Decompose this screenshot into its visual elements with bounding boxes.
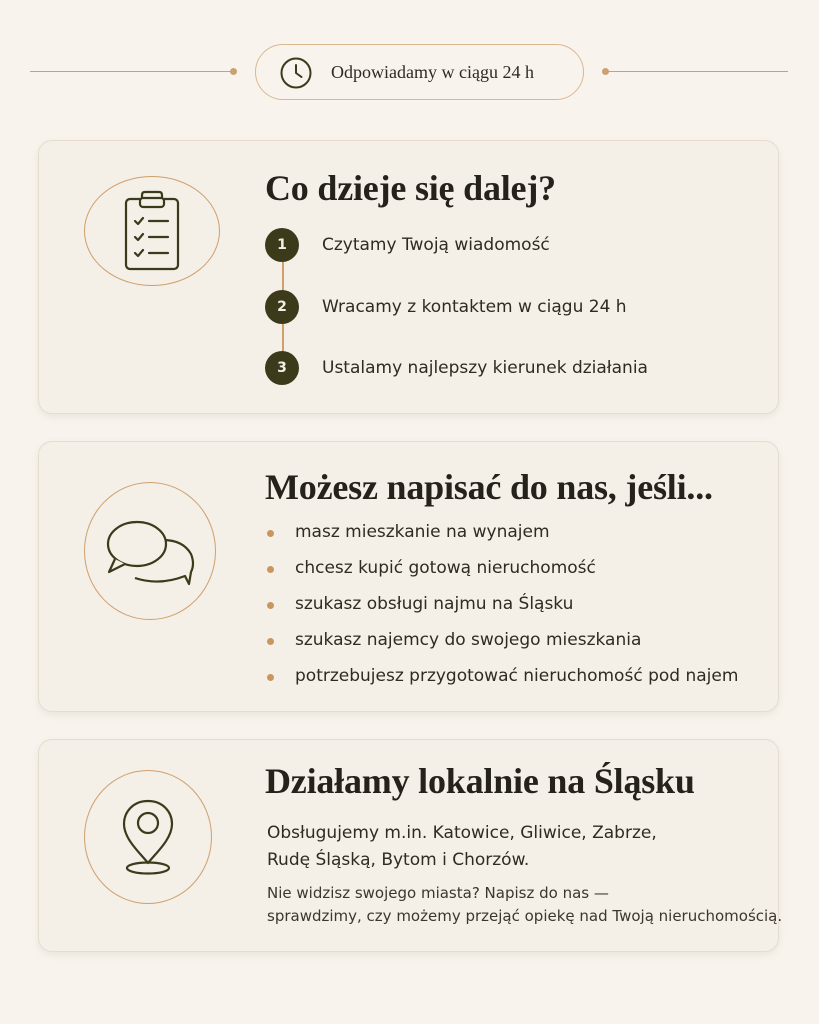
reasons-list	[265, 522, 738, 702]
list-item	[265, 594, 738, 630]
list-item	[265, 522, 738, 558]
bullet-dot	[267, 566, 274, 573]
cities-line: Obsługujemy m.in. Katowice, Gliwice, Zabrze,	[267, 823, 657, 843]
reason-text: chcesz kupić gotową nieruchomość	[295, 558, 596, 578]
list-item	[265, 630, 738, 666]
response-time-text: Odpowiadamy w ciągu 24 h	[331, 62, 534, 82]
bullet-dot	[267, 674, 274, 681]
local-service-card	[38, 739, 783, 952]
divider-dot-left	[230, 68, 237, 75]
list-item	[265, 666, 738, 702]
step-number: 2	[265, 290, 299, 324]
clipboard-checklist-icon	[120, 189, 184, 273]
map-pin-icon	[118, 797, 178, 877]
write-to-us-title: Możesz napisać do nas, jeśli...	[265, 467, 713, 507]
list-item	[265, 558, 738, 594]
cities-text	[267, 820, 747, 874]
response-time-badge	[255, 44, 584, 100]
clock-icon	[279, 56, 313, 90]
bullet-dot	[267, 638, 274, 645]
note-line: sprawdzimy, czy możemy przejąć opiekę nad Twoją nieruchomością.	[267, 907, 783, 925]
note-line: Nie widzisz swojego miasta? Napisz do nas —	[267, 884, 609, 902]
response-time-header	[0, 44, 819, 100]
divider-dot-right	[602, 68, 609, 75]
clipboard-icon-circle	[84, 176, 220, 286]
step-number: 3	[265, 351, 299, 385]
step-number: 1	[265, 228, 299, 262]
reason-text: szukasz obsługi najmu na Śląsku	[295, 594, 574, 614]
map-pin-icon-circle	[84, 770, 212, 904]
reason-text: masz mieszkanie na wynajem	[295, 522, 550, 542]
step-connector	[282, 324, 284, 352]
chat-icon-circle	[84, 482, 216, 620]
step-text: Ustalamy najlepszy kierunek działania	[322, 358, 648, 378]
write-to-us-card	[38, 441, 779, 712]
bullet-dot	[267, 530, 274, 537]
divider-right	[606, 71, 788, 72]
cities-line: Rudę Śląską, Bytom i Chorzów.	[267, 850, 530, 870]
next-steps-title: Co dzieje się dalej?	[265, 168, 556, 208]
step-text: Czytamy Twoją wiadomość	[322, 235, 550, 255]
reason-text: potrzebujesz przygotować nieruchomość pod najem	[295, 666, 739, 686]
bullet-dot	[267, 602, 274, 609]
next-steps-card	[38, 140, 779, 414]
chat-bubbles-icon	[105, 516, 195, 586]
divider-left	[30, 71, 233, 72]
step-text: Wracamy z kontaktem w ciągu 24 h	[322, 297, 627, 317]
city-note-text	[267, 882, 783, 928]
reason-text: szukasz najemcy do swojego mieszkania	[295, 630, 642, 650]
local-service-title: Działamy lokalnie na Śląsku	[265, 761, 695, 801]
